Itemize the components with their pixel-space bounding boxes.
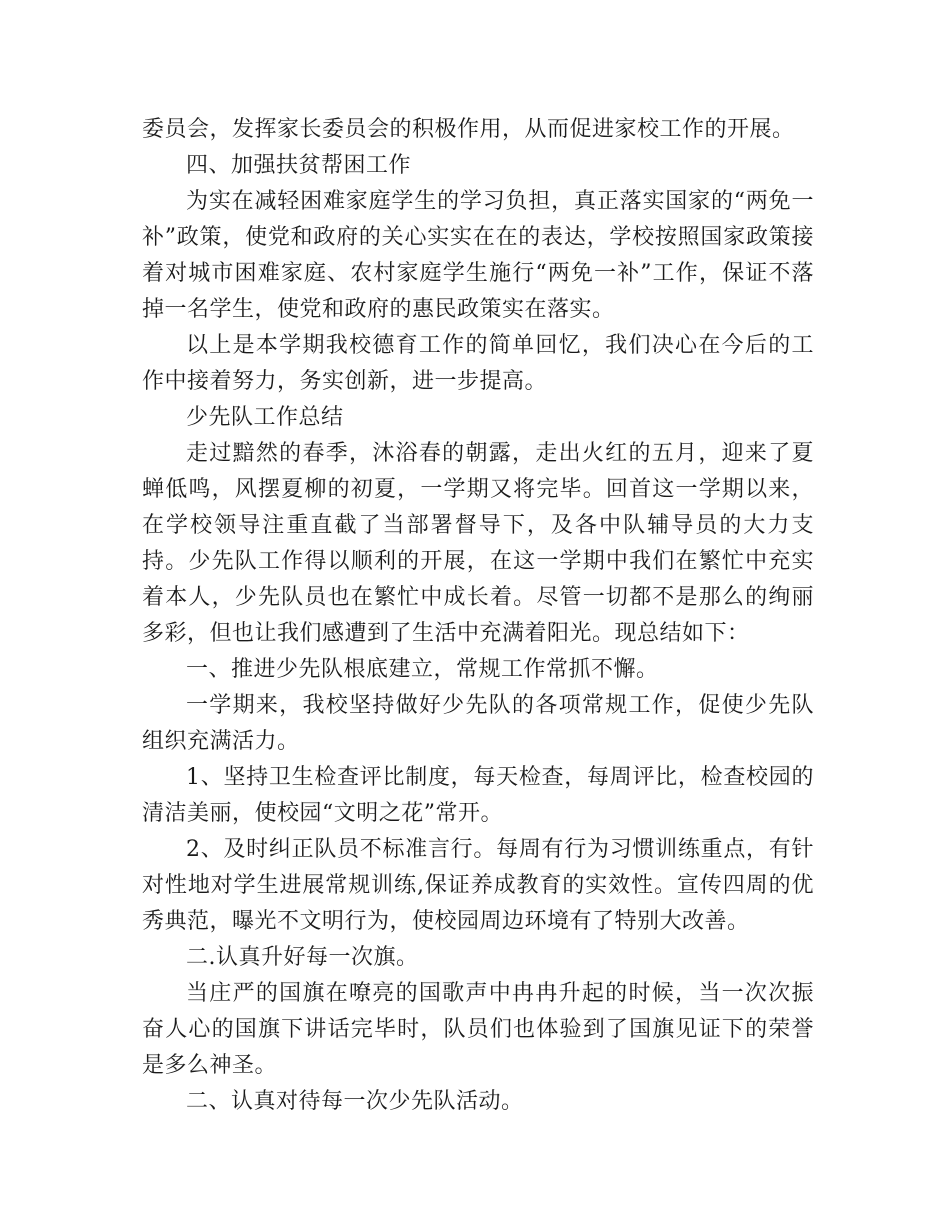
- section-heading-activities: 二、认真对待每一次少先队活动。: [186, 1089, 524, 1114]
- list-item-2: 2、及时纠正队员不标准言行。每周有行为习惯训练重点，有针对性地对学生进展常规训练,保证养成教育的实效性。宣传四周的优秀典范，曝光不文明行为，使校园周边环境有了特别大改善。: [142, 837, 814, 934]
- paragraph-4: 以上是本学期我校德育工作的简单回忆，我们决心在今后的工作中接着努力，务实创新，进一步提高。: [142, 333, 814, 394]
- paragraph-6: 走过黯然的春季，沐浴春的朝露，走出火红的五月，迎来了夏蝉低鸣，风摆夏柳的初夏，一学期又将完毕。回首这一学期以来，在学校领导注重直截了当部署督导下，及各中队辅导员的大力支持。少先队工作得以顺利的开展，在这一学期中我们在繁忙中充实着本人，少先队员也在繁忙中成长着。尽管一切都不是那么的绚丽多彩，但也让我们感遭到了生活中充满着阳光。现总结如下：: [142, 441, 814, 646]
- section-title-young-pioneers: 少先队工作总结: [186, 405, 344, 430]
- paragraph-1: 委员会，发挥家长委员会的积极作用，从而促进家校工作的开展。: [142, 117, 795, 142]
- paragraph-8: 一学期来，我校坚持做好少先队的各项常规工作，促使少先队组织充满活力。: [142, 693, 814, 754]
- section-heading-flag: 二.认真升好每一次旗。: [186, 945, 419, 970]
- section-heading-poverty-aid: 四、加强扶贫帮困工作: [186, 153, 412, 178]
- document-body: [142, 112, 814, 1120]
- list-item-1: 1、坚持卫生检查评比制度，每天检查，每周评比，检查校园的清洁美丽，使校园“文明之花”常开。: [142, 765, 814, 826]
- paragraph-3: 为实在减轻困难家庭学生的学习负担，真正落实国家的“两免一补”政策，使党和政府的关心实实在在的表达，学校按照国家政策接着对城市困难家庭、农村家庭学生施行“两免一补”工作，保证不落掉一名学生，使党和政府的惠民政策实在落实。: [142, 189, 814, 322]
- paragraph-12: 当庄严的国旗在嘹亮的国歌声中冉冉升起的时候，当一次次振奋人心的国旗下讲话完毕时，队员们也体验到了国旗见证下的荣誉是多么神圣。: [142, 981, 814, 1078]
- section-heading-1: 一、推进少先队根底建立，常规工作常抓不懈。: [186, 657, 659, 682]
